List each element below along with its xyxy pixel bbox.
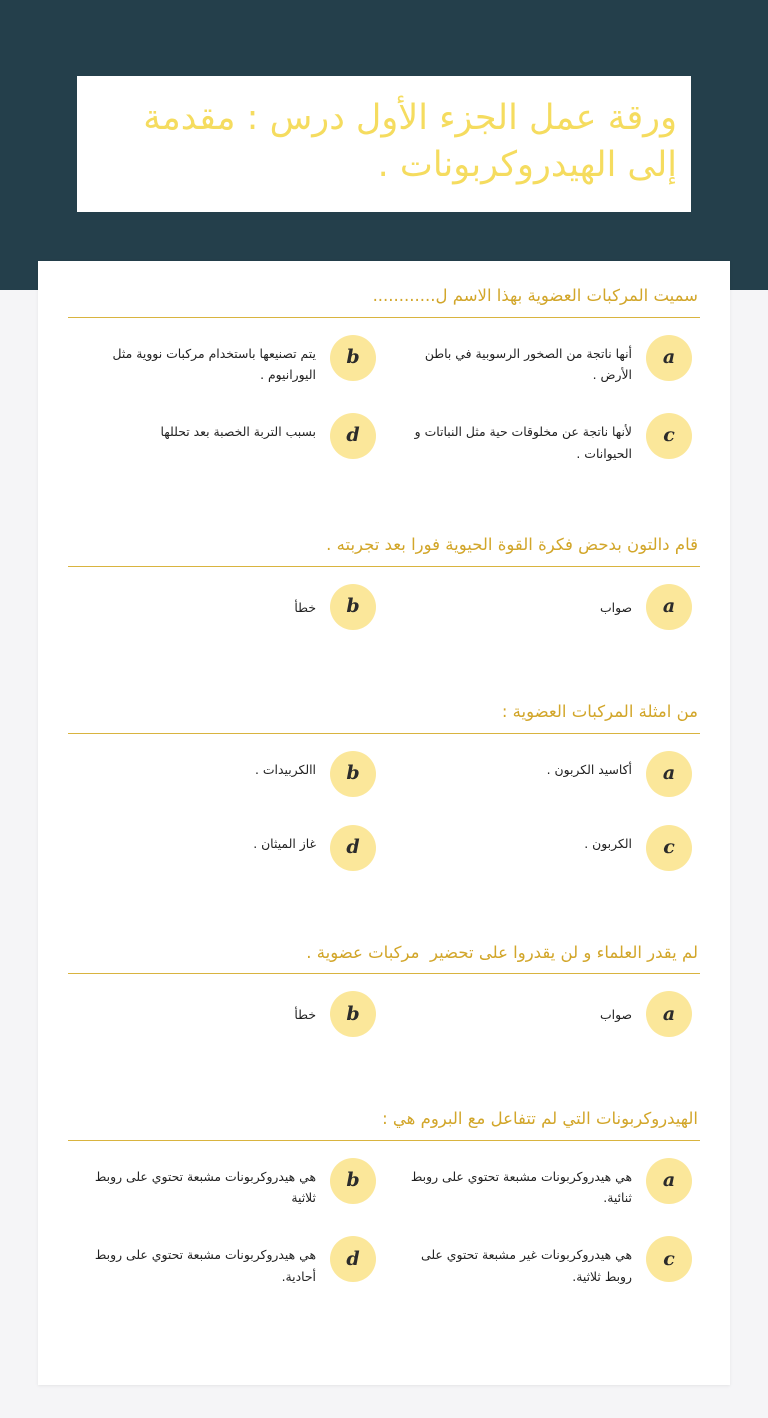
question-block (38, 532, 730, 657)
option-letter: d (346, 836, 360, 858)
answer-option-b[interactable] (68, 583, 384, 631)
option-letter-badge[interactable] (646, 991, 692, 1037)
answer-option-b[interactable] (68, 1157, 384, 1209)
question-divider (68, 733, 700, 734)
answer-options (68, 583, 700, 657)
answer-options (68, 1157, 700, 1314)
answer-option-c[interactable] (384, 1235, 700, 1287)
worksheet-title-plate (77, 76, 691, 212)
answer-option-b[interactable] (68, 334, 384, 386)
section-spacer (38, 496, 730, 532)
option-letter: b (346, 1002, 360, 1025)
option-letter: c (663, 424, 675, 447)
option-letter: a (662, 1169, 676, 1192)
option-letter: b (346, 346, 360, 369)
answer-option-c[interactable] (384, 824, 700, 872)
question-divider (68, 566, 700, 567)
option-letter: a (662, 1002, 676, 1025)
option-text: االكربيدات . (254, 761, 316, 777)
option-text: هي هيدروكربونات مشبعة تحتوي على روبط ثلاثية (94, 1168, 316, 1206)
answer-options (68, 334, 700, 491)
question-divider (68, 317, 700, 318)
option-letter: a (662, 595, 676, 618)
questions-list (38, 283, 730, 1313)
question-block (38, 1106, 730, 1313)
option-text: أكاسيد الكربون . (546, 761, 632, 777)
question-title: الهيدروكربونات التي لم تتفاعل مع البروم هي : (382, 1109, 698, 1129)
option-letter-badge[interactable] (330, 991, 376, 1037)
answer-options (68, 750, 700, 898)
option-text: يتم تصنيعها باستخدام مركبات نووية مثل اليورانيوم . (112, 345, 316, 383)
section-spacer (38, 904, 730, 940)
question-title: من امثلة المركبات العضوية : (501, 701, 698, 721)
option-letter-badge[interactable] (330, 825, 376, 871)
page-title: ورقة عمل الجزء الأول درس : مقدمة إلى الهيدروكربونات . (132, 98, 677, 185)
answer-option-d[interactable] (68, 412, 384, 464)
option-letter: b (346, 595, 360, 618)
option-letter-badge[interactable] (330, 413, 376, 459)
option-text: الكربون . (584, 835, 632, 851)
option-text: صواب (599, 599, 632, 615)
option-letter: d (346, 1247, 360, 1270)
option-text: بسبب التربة الخصبة بعد تحللها (160, 423, 316, 439)
option-letter-badge[interactable] (330, 335, 376, 381)
option-letter: a (662, 762, 676, 784)
question-block (38, 940, 730, 1065)
answer-option-a[interactable] (384, 990, 700, 1038)
option-text: أنها ناتجة من الصخور الرسوبية في باطن الأرض . (424, 345, 632, 383)
option-letter: b (346, 762, 360, 784)
option-text: لأنها ناتجة عن مخلوقات حية مثل النباتات و الحيوانات . (414, 423, 632, 461)
question-title: قام دالتون بدحض فكرة القوة الحيوية فورا بعد تجربته . (326, 535, 698, 555)
option-letter: d (346, 424, 360, 447)
option-letter-badge[interactable] (330, 584, 376, 630)
option-letter-badge[interactable] (330, 751, 376, 797)
question-divider (68, 1140, 700, 1141)
option-letter: b (346, 1169, 360, 1192)
answer-option-c[interactable] (384, 412, 700, 464)
question-block (38, 283, 730, 490)
option-letter: c (663, 1247, 675, 1270)
question-divider (68, 973, 700, 974)
section-spacer (38, 663, 730, 699)
answer-option-a[interactable] (384, 583, 700, 631)
answer-option-d[interactable] (68, 1235, 384, 1287)
answer-option-a[interactable] (384, 334, 700, 386)
answer-option-a[interactable] (384, 1157, 700, 1209)
option-letter-badge[interactable] (646, 1236, 692, 1282)
question-title: لم يقدر العلماء و لن يقدروا على تحضير مركبات عضوية . (306, 942, 698, 962)
answer-option-d[interactable] (68, 824, 384, 872)
option-letter-badge[interactable] (646, 335, 692, 381)
option-text: خطأ (294, 599, 316, 615)
answer-option-b[interactable] (68, 990, 384, 1038)
question-title: سميت المركبات العضوية بهذا الاسم ل............ (372, 286, 698, 305)
option-letter: c (663, 836, 675, 858)
worksheet-card (38, 261, 730, 1385)
option-text: هي هيدروكربونات مشبعة تحتوي على روبط ثنائية. (410, 1168, 632, 1206)
option-letter-badge[interactable] (330, 1236, 376, 1282)
answer-options (68, 990, 700, 1064)
option-text: هي هيدروكربونات مشبعة تحتوي على روبط أحادية. (94, 1247, 316, 1284)
section-spacer (38, 1070, 730, 1106)
question-block (38, 699, 730, 898)
option-text: صواب (599, 1007, 632, 1023)
option-letter-badge[interactable] (646, 1158, 692, 1204)
option-text: غاز الميثان . (253, 835, 316, 851)
option-letter-badge[interactable] (646, 584, 692, 630)
option-letter-badge[interactable] (646, 825, 692, 871)
option-letter-badge[interactable] (330, 1158, 376, 1204)
answer-option-b[interactable] (68, 750, 384, 798)
option-text: خطأ (294, 1007, 316, 1023)
answer-option-a[interactable] (384, 750, 700, 798)
option-letter-badge[interactable] (646, 413, 692, 459)
option-text: هي هيدروكربونات غير مشبعة تحتوي على روبط ثلاثية. (421, 1247, 632, 1284)
option-letter-badge[interactable] (646, 751, 692, 797)
option-letter: a (662, 346, 676, 369)
